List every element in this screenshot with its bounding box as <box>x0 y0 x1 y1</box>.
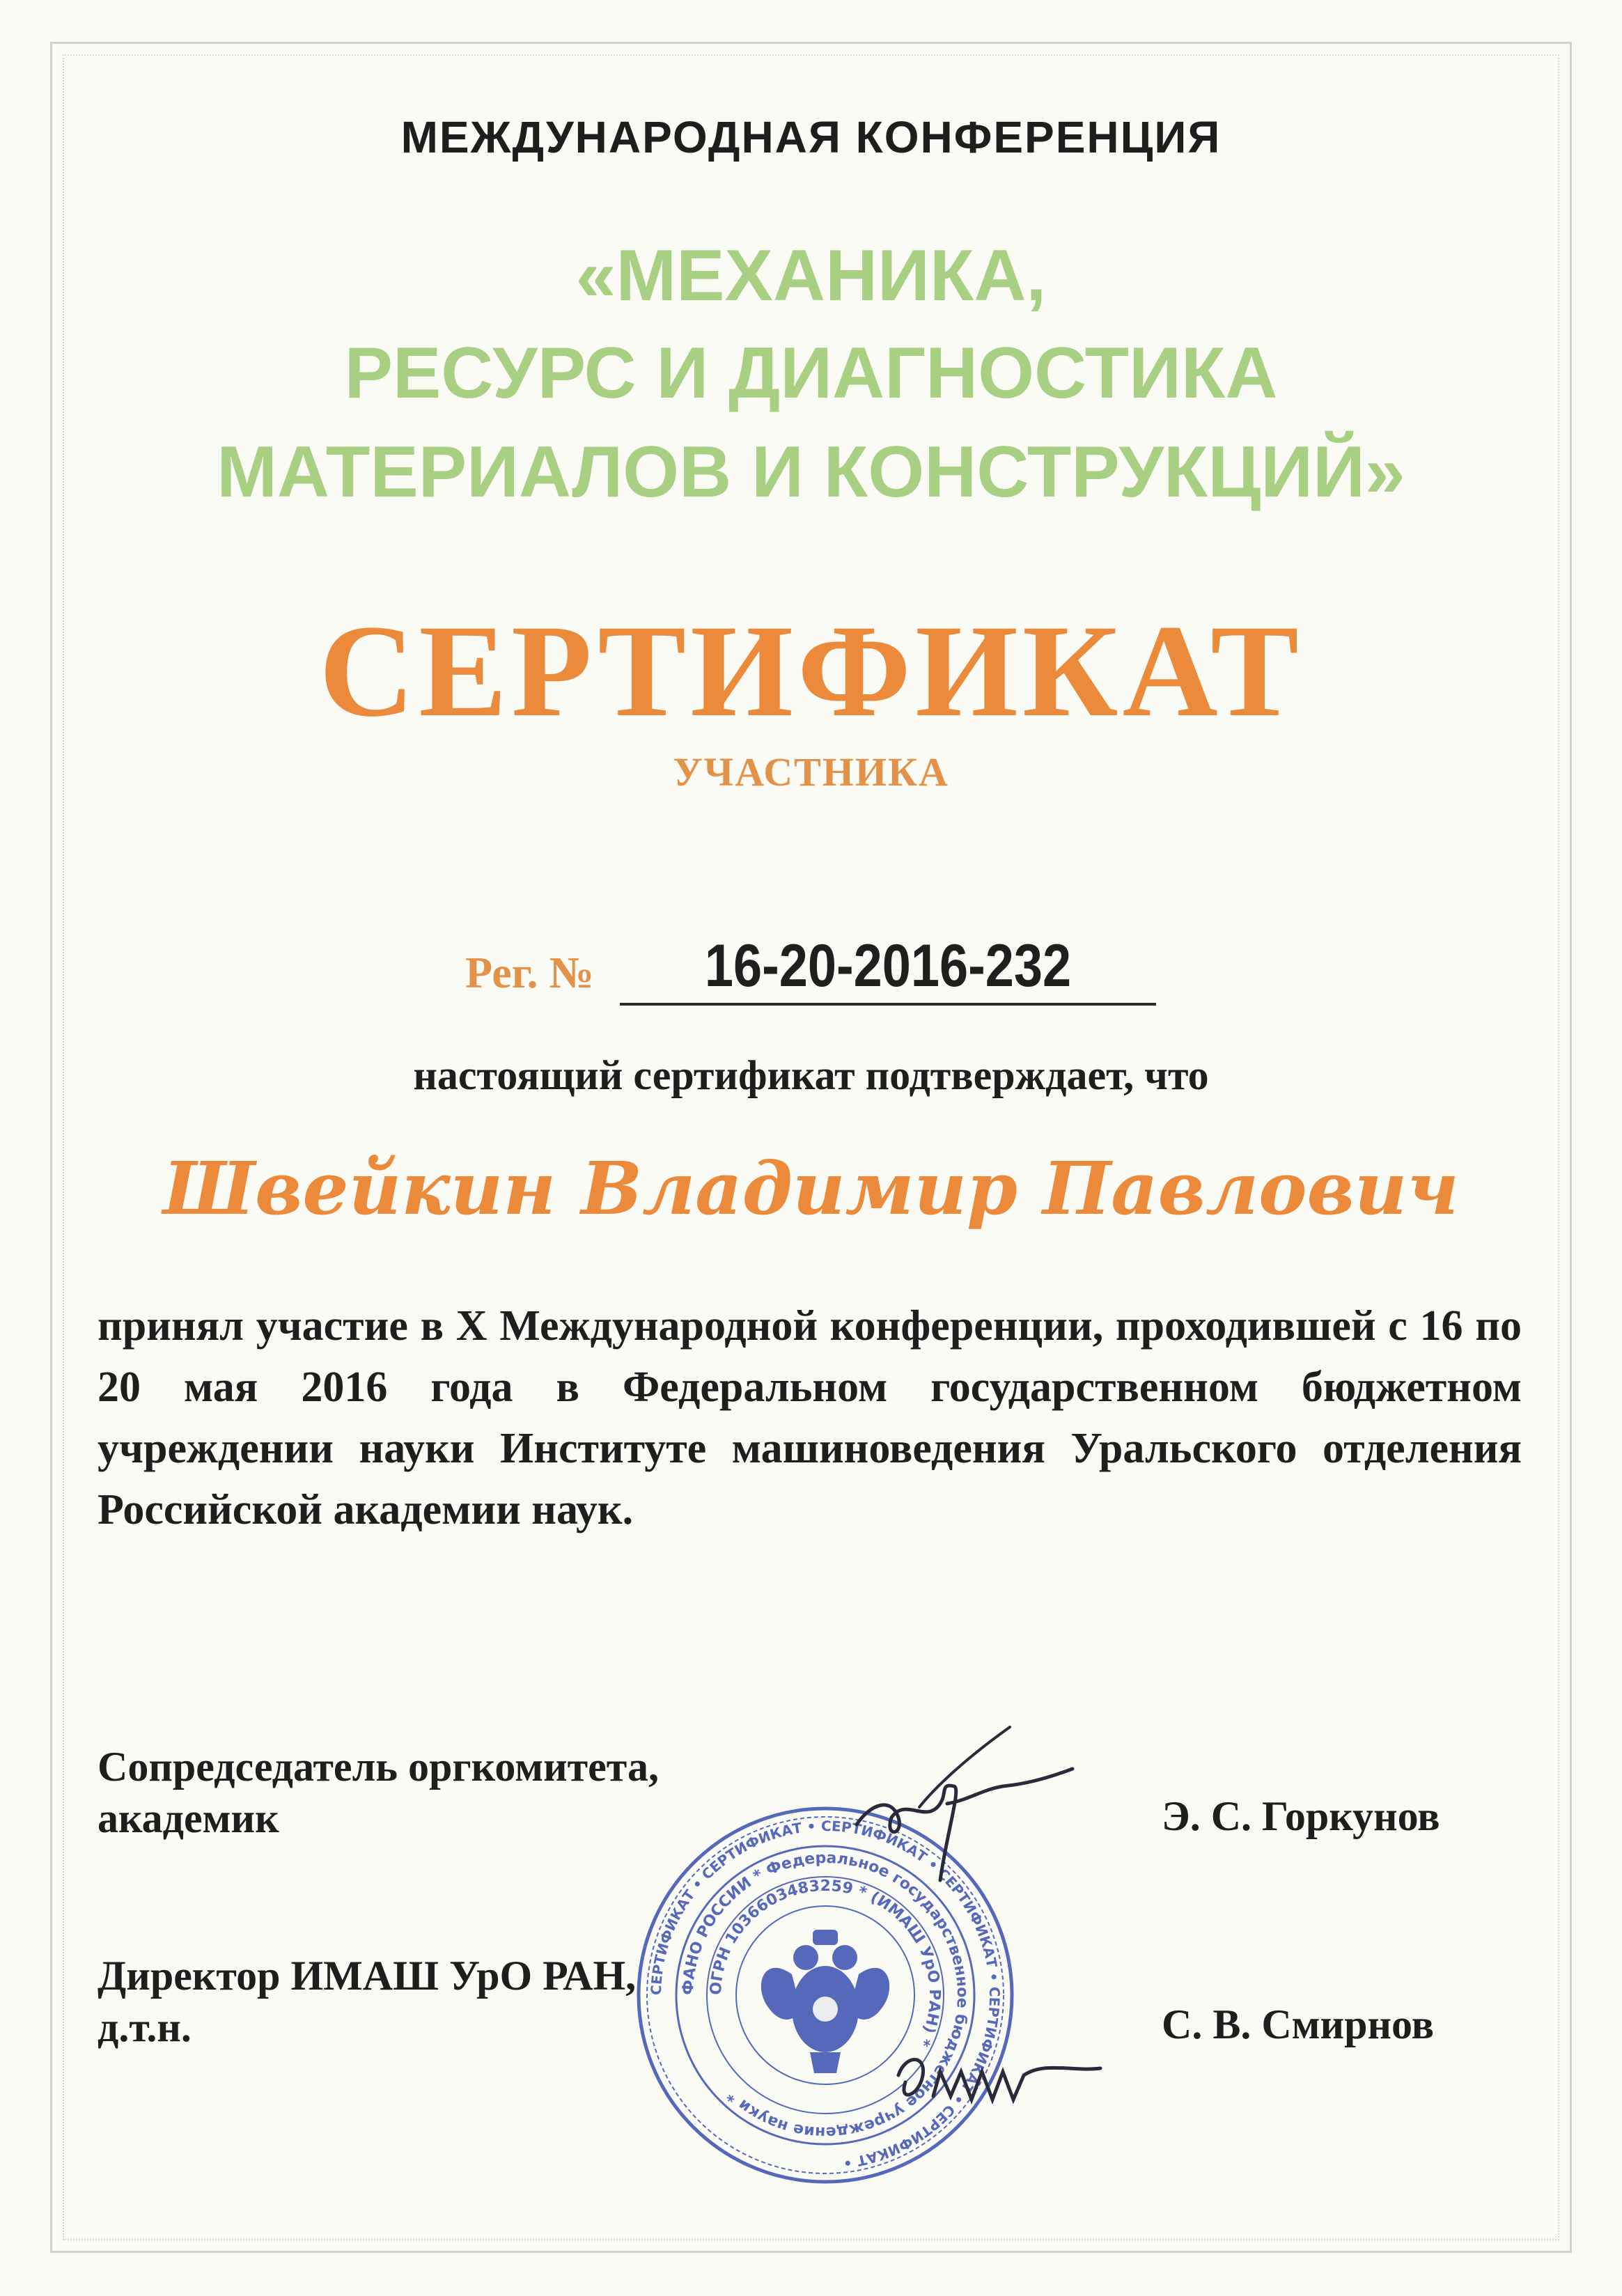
registration-number: 16-20-2016-232 <box>704 932 1072 999</box>
signatory-1-role-line-1: Сопредседатель оргкомитета, <box>98 1744 659 1790</box>
conference-type: МЕЖДУНАРОДНАЯ КОНФЕРЕНЦИЯ <box>400 112 1222 162</box>
signature-gorkunov <box>843 1720 1079 1887</box>
conference-title-line-2: РЕСУРС И ДИАГНОСТИКА <box>344 333 1278 414</box>
signatory-1-role <box>98 1741 659 1844</box>
registration-underline <box>620 1003 1156 1006</box>
participation-text: принял участие в X Международной конференции, проходившей с 16 по 20 мая 2016 года в Федеральном государственном бюджетном учреждении науки Институте машиноведения Уральского отделения Российской академии наук. <box>98 1302 1522 1533</box>
seal-inner-text: ОГРН 1036603483259 * (ИМАШ УрО РАН) * <box>707 1877 944 2049</box>
certificate-title: СЕРТИФИКАТ <box>319 598 1303 744</box>
signatory-2-role <box>98 1950 636 2053</box>
conference-title-line-3: МАТЕРИАЛОВ И КОНСТРУКЦИЙ» <box>217 432 1405 513</box>
signatory-2-role-line-2: д.т.н. <box>98 2004 192 2050</box>
confirmation-text: настоящий сертификат подтверждает, что <box>413 1052 1209 1098</box>
seal-outer-text: СЕРТИФИКАТ • СЕРТИФИКАТ • СЕРТИФИКАТ • СЕРТИФИКАТ • СЕРТИФИКАТ • СЕРТИФИКАТ • <box>647 1817 1004 2172</box>
signatory-2-role-line-1: Директор ИМАШ УрО РАН, <box>98 1953 637 1999</box>
recipient-name: Швейкин Владимир Павлович <box>163 1146 1459 1231</box>
conference-title-line-1: «МЕХАНИКА, <box>575 235 1047 316</box>
signatory-1-role-line-2: академик <box>98 1795 279 1841</box>
registration-label: Рег. № <box>465 948 594 997</box>
signatory-2-name: С. В. Смирнов <box>1162 2001 1434 2047</box>
seal-middle-text: ФАНО РОССИИ * Федеральное государственное бюджетное учреждение науки * <box>679 1849 972 2141</box>
certificate-subtitle: УЧАСТНИКА <box>673 749 949 795</box>
signature-smirnov <box>884 2033 1114 2145</box>
signatory-1-name: Э. С. Горкунов <box>1162 1793 1440 1839</box>
